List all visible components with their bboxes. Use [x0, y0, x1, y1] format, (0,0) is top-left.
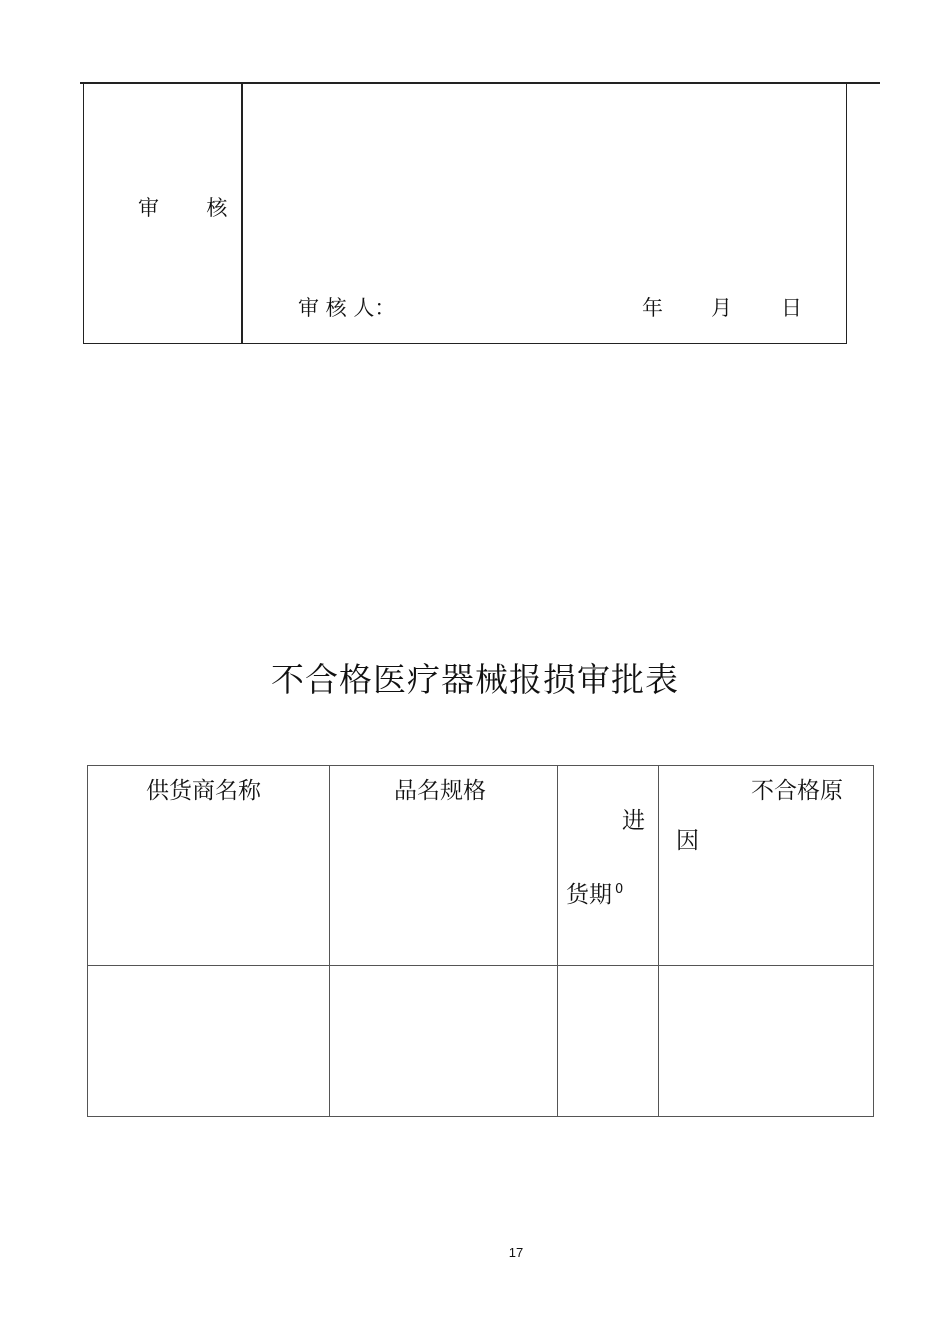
header-reason-line2: 因	[676, 828, 699, 854]
page-number: 17	[508, 1245, 524, 1260]
review-label-char-1: 审	[138, 196, 159, 220]
cell-product-spec-value[interactable]	[330, 966, 556, 1116]
header-reason-line1: 不合格原	[751, 778, 843, 804]
review-divider	[241, 84, 243, 344]
date-day-label: 日	[781, 296, 802, 320]
cell-reason-value[interactable]	[659, 966, 873, 1116]
form-title: 不合格医疗器械报损审批表	[271, 660, 679, 699]
header-period-text: 货期	[566, 882, 612, 908]
header-product-spec: 品名规格	[394, 778, 486, 804]
date-year-label: 年	[642, 296, 663, 320]
cell-supplier-value[interactable]	[88, 966, 328, 1116]
header-period-sup: 0	[615, 882, 624, 897]
review-label	[138, 192, 227, 222]
reviewer-label: 审 核 人：	[298, 296, 396, 320]
review-label-char-2: 核	[206, 196, 228, 220]
cell-period-value[interactable]	[558, 966, 657, 1116]
header-period-line1: 进	[622, 808, 645, 834]
header-supplier: 供货商名称	[146, 778, 261, 804]
date-month-label: 月	[711, 296, 732, 320]
header-period-line2	[566, 876, 623, 909]
